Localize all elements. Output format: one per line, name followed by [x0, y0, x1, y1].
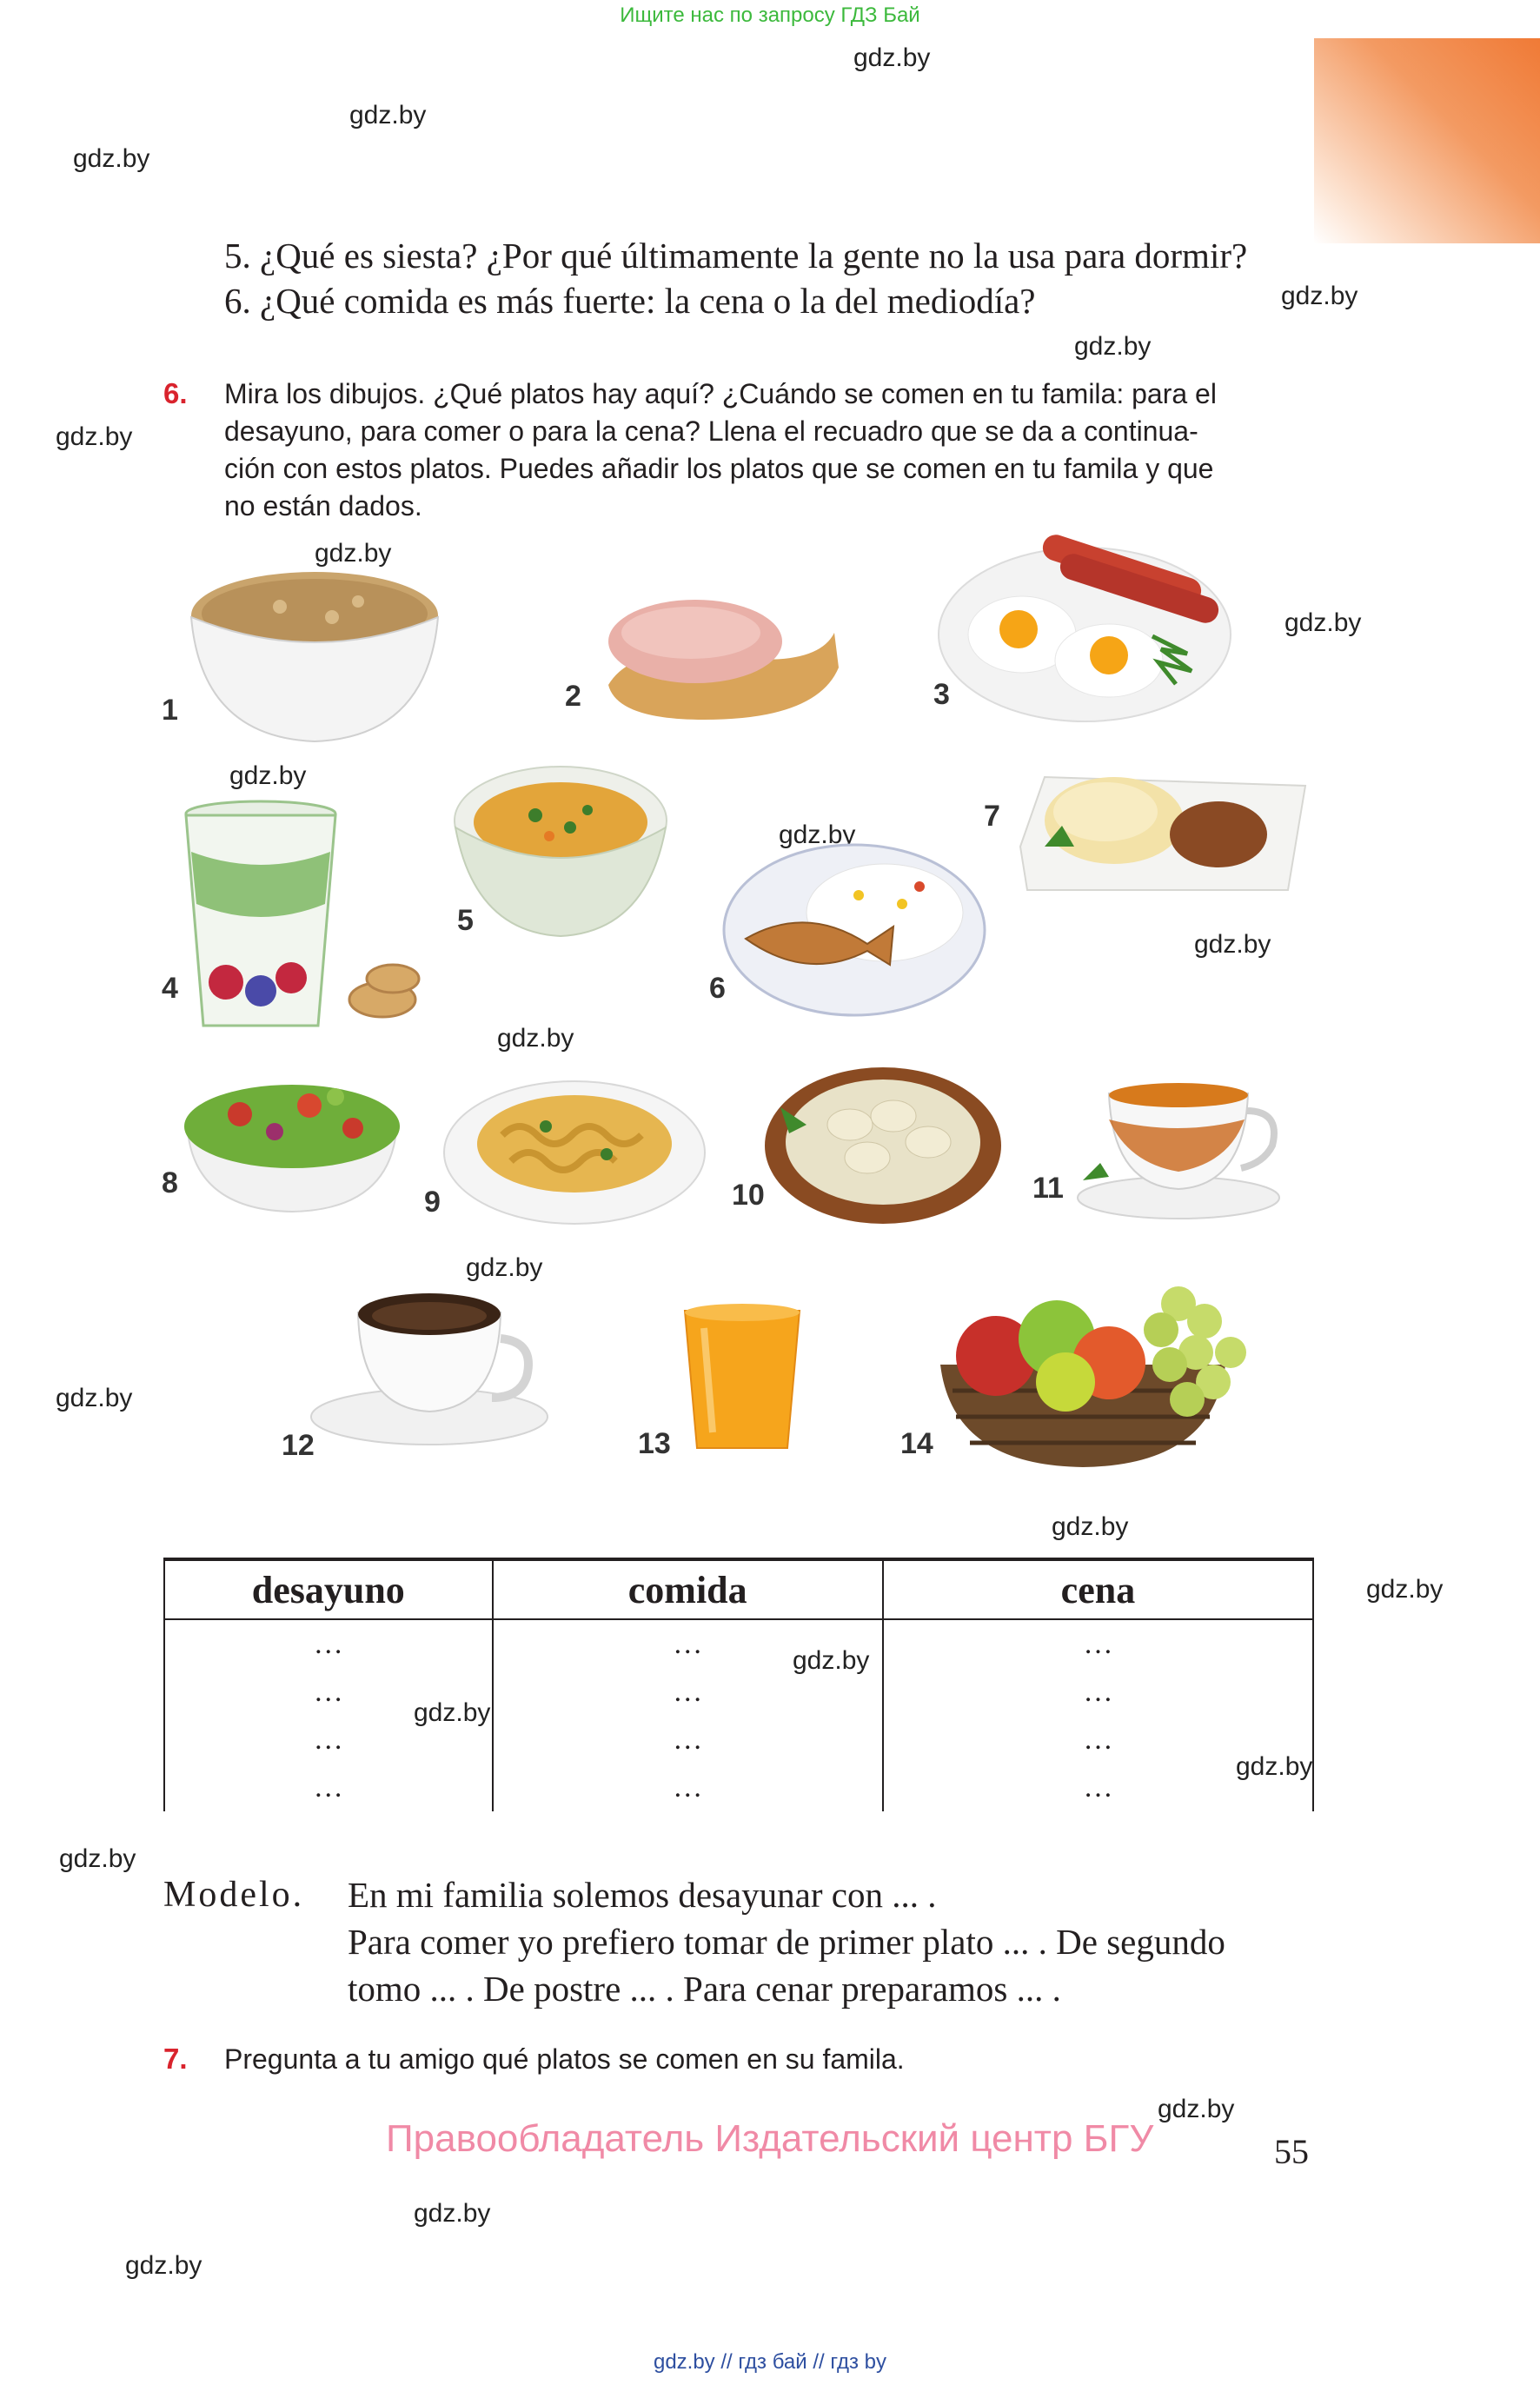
- watermark: gdz.by: [56, 422, 133, 451]
- table-cell[interactable]: …: [493, 1764, 883, 1811]
- exercise-text: [224, 375, 1314, 525]
- picture-label: 2: [565, 680, 581, 713]
- watermark: gdz.by: [1366, 1575, 1444, 1604]
- picture-label: 4: [162, 972, 178, 1005]
- mashed-potatoes-cutlet-icon: [1010, 751, 1311, 900]
- picture-label: 7: [984, 800, 1000, 833]
- table-row: [164, 1764, 1313, 1811]
- table-cell[interactable]: …: [164, 1716, 493, 1764]
- watermark: gdz.by: [793, 1646, 870, 1675]
- table-cell[interactable]: …: [493, 1716, 883, 1764]
- watermark: gdz.by: [414, 1698, 491, 1727]
- exercise-line: ción con estos platos. Puedes añadir los platos que se comen en tu famila y que: [224, 453, 1214, 484]
- picture-label: 3: [933, 678, 950, 711]
- coffee-cup-icon: [308, 1278, 553, 1448]
- sausage-sandwich-icon: [600, 581, 843, 730]
- table-cell[interactable]: …: [883, 1668, 1313, 1716]
- table-cell[interactable]: …: [164, 1764, 493, 1811]
- watermark: gdz.by: [1284, 608, 1362, 637]
- picture-label: 11: [1032, 1172, 1064, 1205]
- footer-links[interactable]: gdz.by // гдз бай // гдз by: [653, 2350, 887, 2374]
- tea-cup-icon: [1074, 1067, 1293, 1222]
- watermark: gdz.by: [1281, 282, 1358, 310]
- picture-label: 12: [282, 1429, 315, 1462]
- watermark: gdz.by: [125, 2251, 202, 2280]
- exercise-line: Mira los dibujos. ¿Qué platos hay aquí? ¿Cuándo se comen en tu famila: para el: [224, 378, 1217, 409]
- orange-juice-glass-icon: [678, 1302, 807, 1455]
- watermark: gdz.by: [1158, 2095, 1235, 2123]
- watermark: gdz.by: [414, 2199, 491, 2228]
- watermark: gdz.by: [1236, 1752, 1313, 1781]
- picture-label: 9: [424, 1186, 441, 1219]
- yogurt-cup-icon: [165, 800, 435, 1034]
- watermark: gdz.by: [56, 1384, 133, 1412]
- table-row: [164, 1716, 1313, 1764]
- exercise-number: 6.: [163, 377, 188, 409]
- picture-label: 1: [162, 694, 178, 727]
- picture-label: 8: [162, 1166, 178, 1199]
- table-cell[interactable]: …: [883, 1716, 1313, 1764]
- watermark: gdz.by: [229, 761, 307, 790]
- watermark: gdz.by: [1052, 1512, 1129, 1541]
- watermark: gdz.by: [497, 1024, 574, 1053]
- table-cell[interactable]: …: [164, 1668, 493, 1716]
- porridge-bowl-icon: [184, 563, 445, 747]
- watermark: gdz.by: [59, 1844, 136, 1873]
- watermark: gdz.by: [779, 820, 856, 849]
- pasta-plate-icon: [441, 1057, 707, 1227]
- watermark: gdz.by: [1074, 332, 1152, 361]
- exercise-line: no están dados.: [224, 490, 422, 522]
- question-5: 5. ¿Qué es siesta? ¿Por qué últimamente la gente no la usa para dormir?: [224, 236, 1248, 276]
- header-comida: comida: [493, 1559, 883, 1619]
- salad-bowl-icon: [179, 1071, 405, 1219]
- picture-label: 10: [732, 1179, 765, 1212]
- picture-label: 13: [638, 1427, 671, 1460]
- table-cell[interactable]: …: [883, 1764, 1313, 1811]
- table-header-row: [164, 1559, 1313, 1619]
- picture-label: 6: [709, 972, 726, 1005]
- exercise-line: desayuno, para comer o para la cena? Llena el recuadro que se da a continua-: [224, 415, 1198, 447]
- watermark: gdz.by: [73, 144, 150, 173]
- table-cell[interactable]: …: [493, 1668, 883, 1716]
- table-cell[interactable]: …: [883, 1619, 1313, 1668]
- model-line: Para comer yo prefiero tomar de primer plato ... . De segundo: [348, 1922, 1225, 1962]
- exercise-text: Pregunta a tu amigo qué platos se comen en su famila.: [224, 2043, 905, 2075]
- page-number: 55: [1274, 2132, 1309, 2171]
- watermark: gdz.by: [853, 43, 931, 72]
- fish-with-rice-icon: [720, 834, 989, 1024]
- watermark: gdz.by: [315, 539, 392, 568]
- top-note: Ищите нас по запросу ГДЗ Бай: [620, 3, 920, 27]
- picture-label: 14: [900, 1427, 933, 1460]
- exercise-number: 7.: [163, 2043, 188, 2075]
- fried-eggs-sausages-icon: [935, 532, 1234, 727]
- table-row: [164, 1619, 1313, 1668]
- corner-accent: [1314, 38, 1540, 243]
- question-6: 6. ¿Qué comida es más fuerte: la cena o la del mediodía?: [224, 281, 1036, 321]
- table-cell[interactable]: …: [164, 1619, 493, 1668]
- dumplings-plate-icon: [763, 1055, 1003, 1226]
- model-label: Modelo.: [163, 1875, 305, 1915]
- watermark: gdz.by: [349, 101, 427, 130]
- table-row: [164, 1668, 1313, 1716]
- fruit-basket-icon: [935, 1269, 1258, 1471]
- watermark: gdz.by: [1194, 930, 1271, 959]
- watermark: gdz.by: [466, 1253, 543, 1282]
- owner-note: Правообладатель Издательский центр БГУ: [386, 2117, 1154, 2160]
- meals-table: [163, 1558, 1314, 1811]
- table-cell[interactable]: …: [493, 1619, 883, 1668]
- model-line: tomo ... . De postre ... . Para cenar preparamos ... .: [348, 1969, 1061, 2009]
- model-line: En mi familia solemos desayunar con ... .: [348, 1875, 937, 1915]
- picture-label: 5: [457, 904, 474, 937]
- header-desayuno: desayuno: [164, 1559, 493, 1619]
- header-cena: cena: [883, 1559, 1313, 1619]
- soup-bowl-icon: [448, 758, 673, 947]
